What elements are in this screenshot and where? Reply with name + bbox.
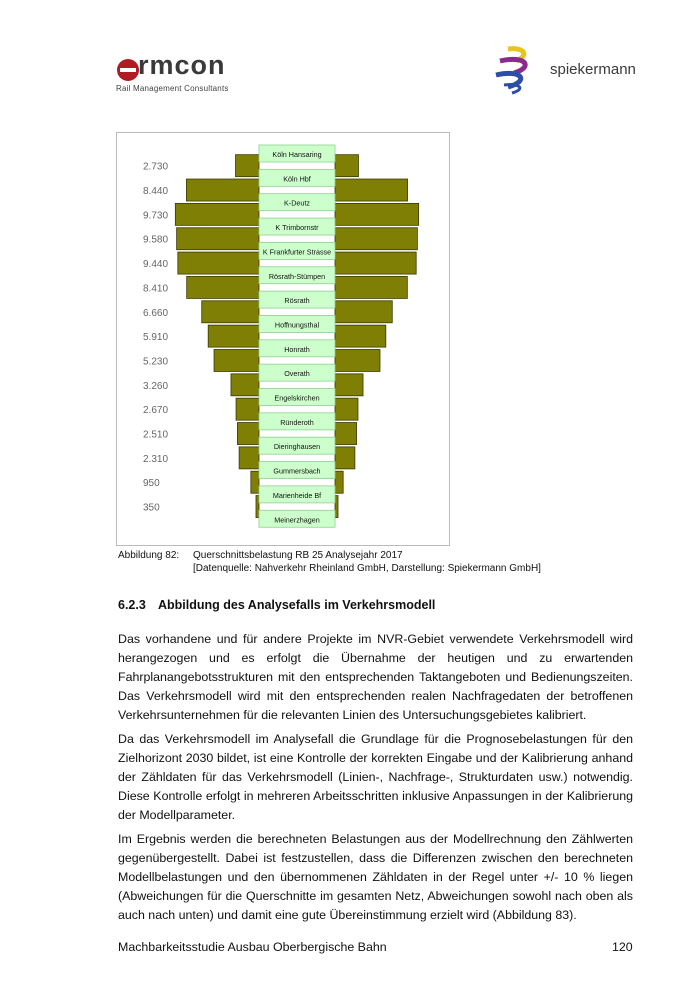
ermcon-wordmark: rmcon	[138, 50, 226, 80]
load-bar-left	[251, 471, 259, 493]
load-bar-left	[178, 252, 259, 274]
station-label: Dieringhausen	[273, 442, 321, 452]
load-profile-figure	[116, 132, 450, 546]
load-bar-right	[335, 398, 358, 420]
load-bar-right	[335, 228, 417, 250]
page-number: 120	[612, 940, 633, 954]
load-bar-right	[335, 349, 380, 371]
load-bar-right	[335, 155, 358, 177]
ermcon-subtitle: Rail Management Consultants	[116, 84, 229, 93]
section-load-label: 8.410	[143, 283, 169, 295]
section-load-label: 950	[143, 478, 160, 490]
section-load-label: 5.910	[143, 332, 169, 344]
load-bar-right	[335, 301, 392, 323]
load-bar-left	[214, 349, 259, 371]
section-heading	[118, 598, 435, 612]
load-bar-right	[335, 276, 407, 298]
load-bar-left	[239, 447, 259, 469]
station-label: Overath	[284, 369, 310, 379]
section-load-label: 2.730	[143, 161, 169, 173]
station-label: Meinerzhagen	[274, 515, 320, 525]
section-load-label: 350	[143, 502, 160, 514]
section-load-label: 3.260	[143, 380, 169, 392]
station-label: Rösrath-Stümpen	[268, 271, 326, 281]
ermcon-e-icon	[116, 58, 140, 82]
station-label: Rösrath	[284, 296, 310, 306]
station-label: K-Deutz	[284, 198, 310, 208]
section-load-label: 9.440	[143, 259, 169, 271]
section-number: 6.2.3	[118, 598, 146, 612]
station-label: Engelskirchen	[274, 393, 320, 403]
load-bar-right	[335, 252, 416, 274]
load-bar-left	[237, 423, 259, 445]
section-load-label: 2.510	[143, 429, 169, 441]
spiekermann-swirl-icon	[490, 45, 548, 95]
section-load-label: 9.580	[143, 234, 169, 246]
station-label: Ründeroth	[280, 417, 314, 427]
load-profile-chart	[117, 133, 449, 545]
paragraph: Das vorhandene und für andere Projekte im NVR-Gebiet verwendete Verkehrsmodell wird herangezogen und es erfolgt die Übernahme der heutigen und zu erwartenden Fahrplanangebotsstrukturen mit den entsprechenden Taktangeboten und Bedienungszeiten. Das Verkehrsmodell wird mit den entsprechenden realen Nachfragedaten der betroffenen Verkehrsunternehmen für die relevanten Linien des Untersuchungsgebietes kalibriert.	[118, 632, 633, 722]
load-bar-right	[335, 471, 343, 493]
footer-title: Machbarkeitsstudie Ausbau Oberbergische Bahn	[118, 940, 387, 954]
load-bar-left	[187, 276, 259, 298]
paragraph: Im Ergebnis werden die berechneten Belastungen aus der Modellrechnung den Zählwerten gegenübergestellt. Dabei ist festzustellen, dass die Differenzen zwischen den berechneten Modellbelastungen und den übernommenen Zähldaten in der Regel unter +/- 10 % liegen (Abweichungen für die Querschnitte im gesamten Netz, Abweichungen sowohl nach oben als auch nach unten) und damit eine gute Übereinstimmung erzielt wird (Abbildung 83).	[118, 832, 633, 922]
load-bar-right	[335, 423, 357, 445]
load-bar-right	[335, 203, 419, 225]
load-bar-right	[335, 447, 355, 469]
load-bar-left	[236, 398, 259, 420]
station-label: Gummersbach	[273, 466, 321, 476]
load-bar-left	[236, 155, 259, 177]
load-bar-left	[231, 374, 259, 396]
load-bar-left	[208, 325, 259, 347]
figure-caption-label: Abbildung 82:	[118, 550, 180, 561]
load-bar-right	[335, 325, 386, 347]
load-bar-right	[335, 374, 363, 396]
station-label: Köln Hbf	[283, 174, 311, 184]
station-label: Marienheide Bf	[272, 490, 322, 500]
station-label: K Frankfurter Strasse	[262, 247, 332, 257]
station-label: Hoffnungsthal	[274, 320, 320, 330]
load-bar-left	[256, 496, 259, 518]
load-bar-left	[186, 179, 259, 201]
section-load-label: 5.230	[143, 356, 169, 368]
figure-caption-title: Querschnittsbelastung RB 25 Analysejahr 2017	[193, 550, 403, 561]
section-load-label: 2.310	[143, 453, 169, 465]
spiekermann-logo	[490, 45, 640, 95]
load-bar-right	[335, 179, 408, 201]
ermcon-logo	[116, 52, 246, 98]
section-load-label: 6.660	[143, 307, 169, 319]
section-load-label: 2.670	[143, 405, 169, 417]
paragraph: Da das Verkehrsmodell im Analysefall die Grundlage für die Prognosebelastungen für den Zielhorizont 2030 bildet, ist eine Kontrolle der korrekten Eingabe und der Kalibrierung anhand der Zähldaten für das Verkehrsmodell (Linien-, Nachfrage-, Strukturdaten usw.) notwendig. Diese Kontrolle erfolgt in mehreren Arbeitsschritten inklusive Anpassungen in der Kalibrierung der Modellparameter.	[118, 732, 633, 822]
load-bar-right	[335, 496, 338, 518]
spiekermann-wordmark: spiekermann	[550, 61, 636, 78]
load-bar-left	[175, 203, 259, 225]
section-title: Abbildung des Analysefalls im Verkehrsmodell	[158, 598, 436, 612]
figure-caption-source: [Datenquelle: Nahverkehr Rheinland GmbH, Darstellung: Spiekermann GmbH]	[193, 563, 541, 574]
station-label: Honrath	[284, 344, 310, 354]
station-label: Köln Hansaring	[272, 150, 322, 159]
section-load-label: 9.730	[143, 210, 169, 222]
station-label: K Trimbornstr	[275, 223, 319, 233]
load-bar-left	[177, 228, 259, 250]
section-load-label: 8.440	[143, 186, 169, 198]
load-bar-left	[202, 301, 259, 323]
